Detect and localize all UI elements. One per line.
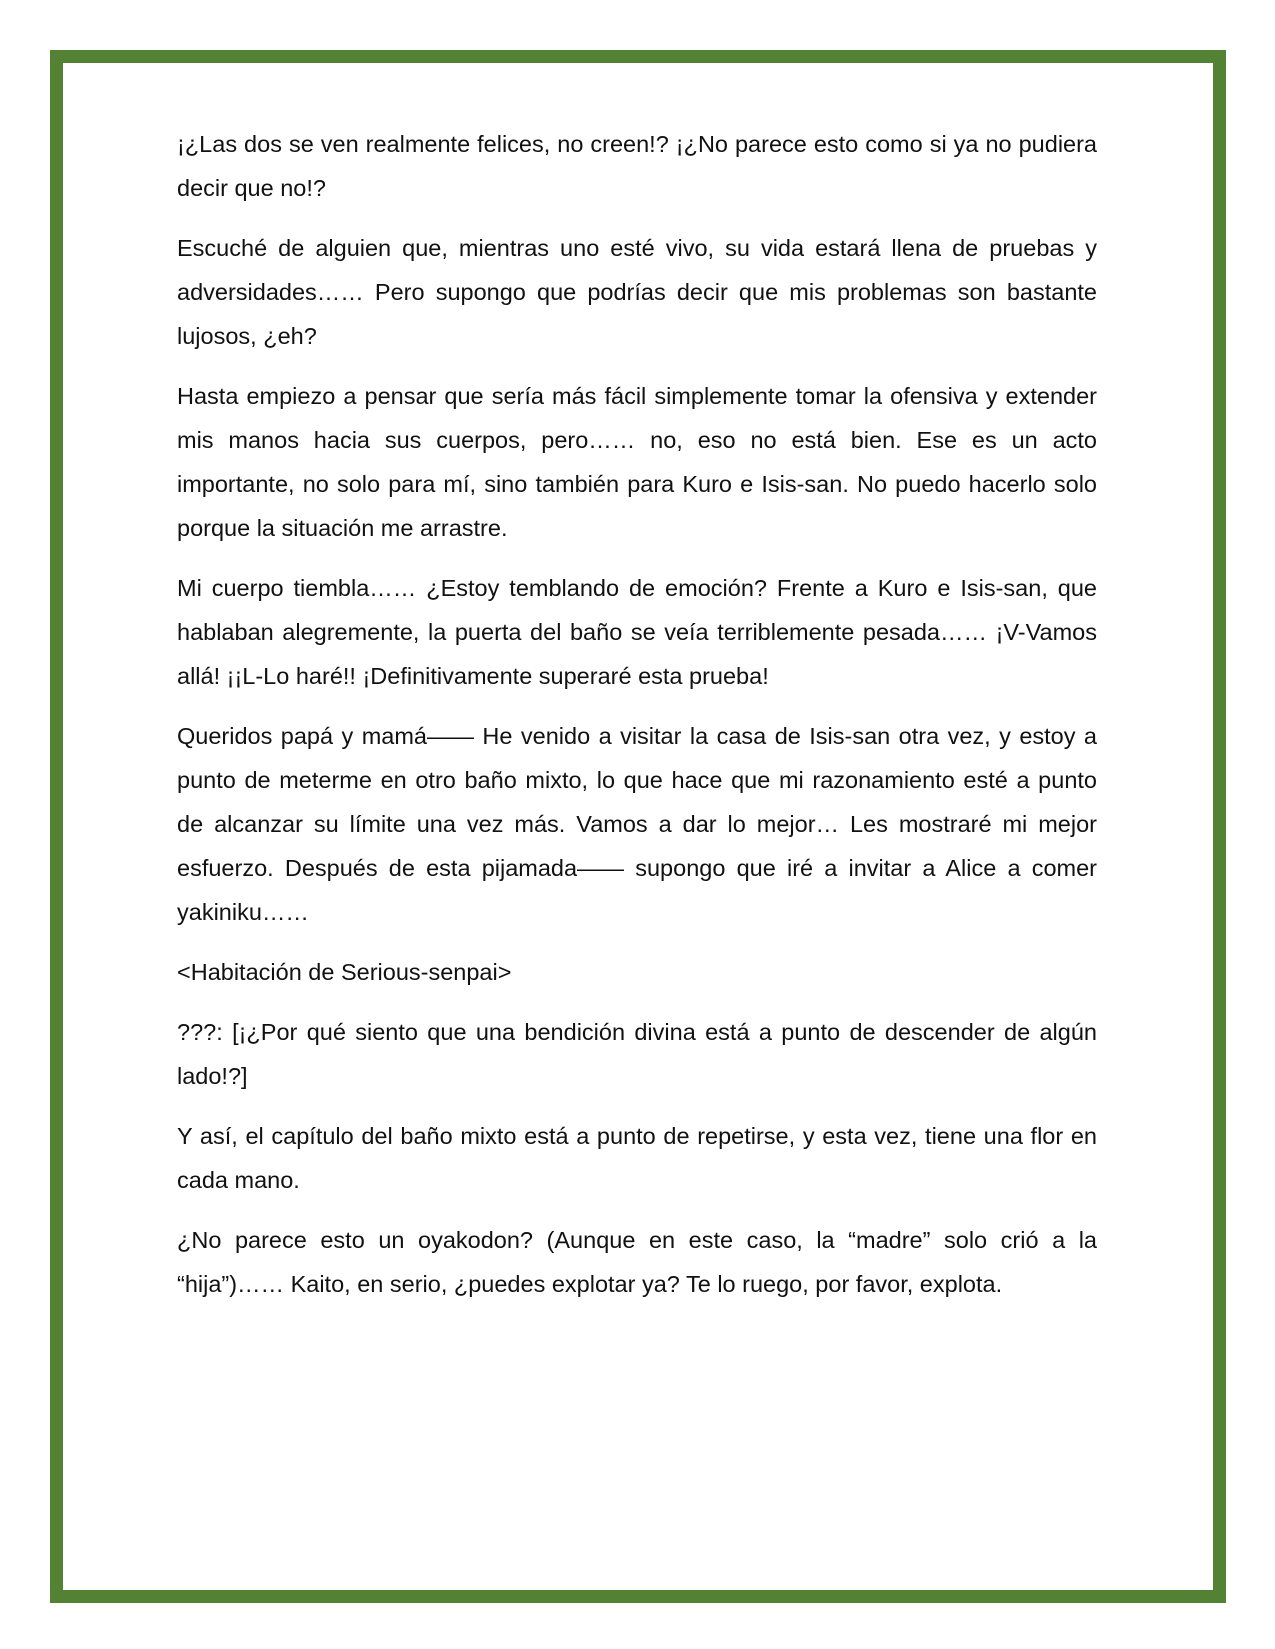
paragraph-3: Hasta empiezo a pensar que sería más fácil simplemente tomar la ofensiva y extender mis manos hacia sus cuerpos, pero…… no, eso no está bien. Ese es un acto importante, no solo para mí, sino también para Kuro e Isis-san. No puedo hacerlo solo porque la situación me arrastre.	[177, 383, 1097, 541]
paragraph-5: Queridos papá y mamá—— He venido a visitar la casa de Isis-san otra vez, y estoy a punto de meterme en otro baño mixto, lo que hace que mi razonamiento esté a punto de alcanzar su límite una vez más. Vamos a dar lo mejor… Les mostraré mi mejor esfuerzo. Después de esta pijamada—— supongo que iré a invitar a Alice a comer yakiniku……	[177, 723, 1097, 925]
document-body	[177, 122, 1097, 1322]
paragraph-2: Escuché de alguien que, mientras uno esté vivo, su vida estará llena de pruebas y adversidades…… Pero supongo que podrías decir que mis problemas son bastante lujosos, ¿eh?	[177, 235, 1097, 349]
paragraph-9: ¿No parece esto un oyakodon? (Aunque en este caso, la “madre” solo crió a la “hija”)…… Kaito, en serio, ¿puedes explotar ya? Te lo ruego, por favor, explota.	[177, 1227, 1097, 1297]
paragraph-7: ???: [¡¿Por qué siento que una bendición divina está a punto de descender de algún lado!?]	[177, 1019, 1097, 1089]
paragraph-8: Y así, el capítulo del baño mixto está a punto de repetirse, y esta vez, tiene una flor en cada mano.	[177, 1123, 1097, 1193]
paragraph-4: Mi cuerpo tiembla…… ¿Estoy temblando de emoción? Frente a Kuro e Isis-san, que hablaban alegremente, la puerta del baño se veía terriblemente pesada…… ¡V-Vamos allá! ¡¡L-Lo haré!! ¡Definitivamente superaré esta prueba!	[177, 575, 1097, 689]
scene-heading: <Habitación de Serious-senpai>	[177, 959, 512, 985]
paragraph-1: ¡¿Las dos se ven realmente felices, no creen!? ¡¿No parece esto como si ya no pudiera decir que no!?	[177, 131, 1097, 201]
